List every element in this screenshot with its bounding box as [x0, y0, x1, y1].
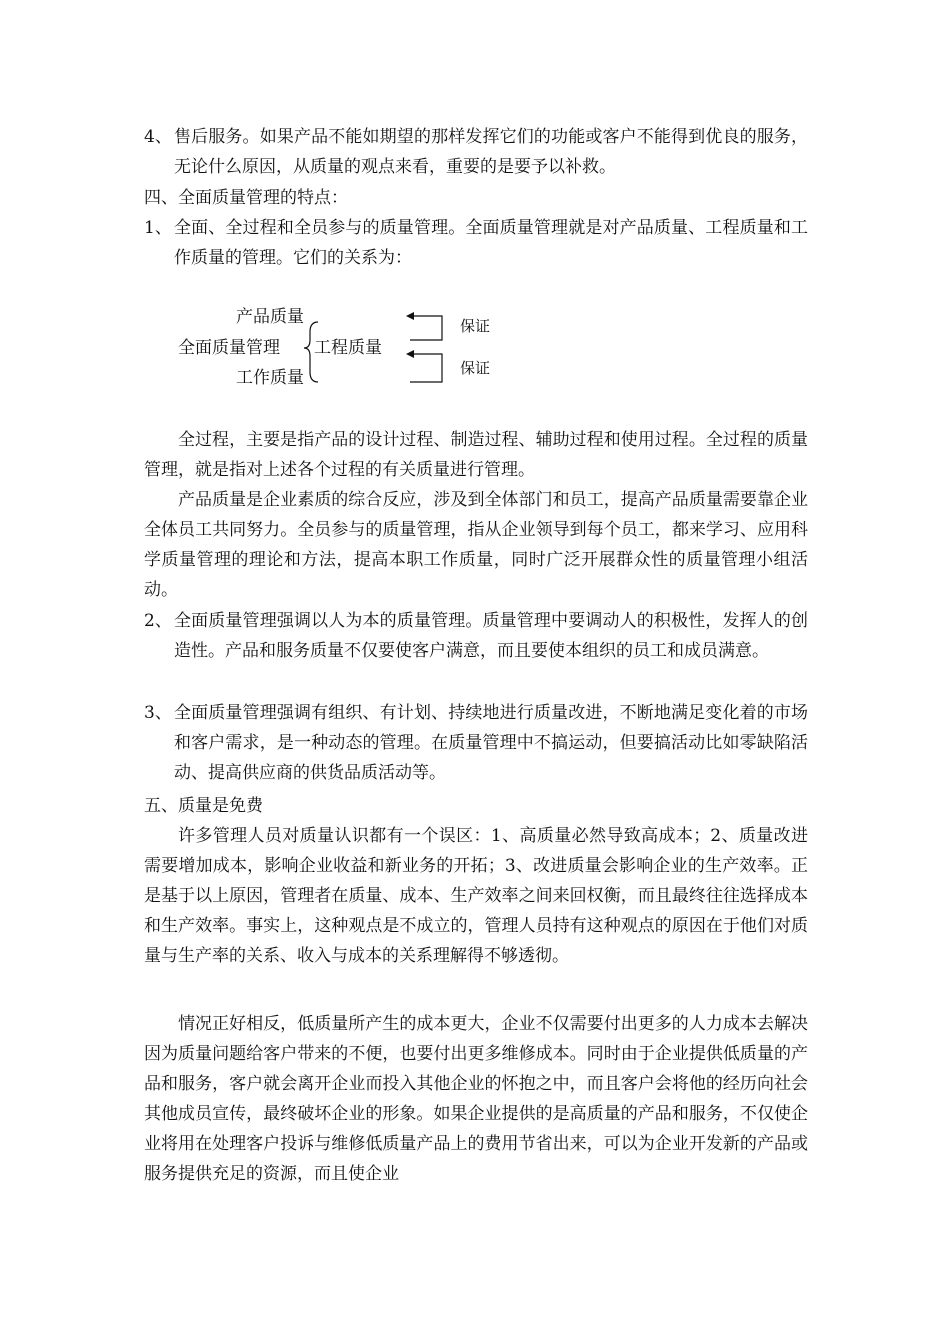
list-number: 2、 [144, 611, 172, 631]
diagram-engineering-quality: 工程质量 [314, 338, 382, 358]
quality-relationship-diagram [140, 296, 560, 396]
list-item-2 [144, 606, 808, 666]
list-number: 1、 [144, 218, 172, 238]
list-item-3 [144, 698, 808, 788]
arrowhead-icon [406, 312, 414, 320]
paragraph-full-process: 全过程，主要是指产品的设计过程、制造过程、辅助过程和使用过程。全过程的质量管理，就是指对上述各个过程的有关质量进行管理。 [144, 430, 808, 480]
paragraph-misconception: 许多管理人员对质量认识都有一个误区：1、高质量必然导致高成本；2、质量改进需要增加成本，影响企业收益和新业务的开拓；3、改进质量会影响企业的生产效率。正是基于以上原因，管理者在质量、成本、生产效率之间来回权衡，而且最终往往选择成本和生产效率。事实上，这种观点是不成立的，管理人员持有这种观点的原因在于他们对质量与生产率的关系、收入与成本的关系理解得不够透彻。 [144, 826, 808, 966]
diagram-guarantee-2: 保证 [460, 359, 491, 377]
list-number: 3、 [144, 703, 172, 723]
list-text: 全面质量管理强调以人为本的质量管理。质量管理中要调动人的积极性，发挥人的创造性。产品和服务质量不仅要使客户满意，而且要使本组织的员工和成员满意。 [174, 611, 808, 661]
guarantee-arrow-lower [410, 354, 442, 382]
arrowhead-icon [406, 350, 414, 358]
list-number: 4、 [144, 127, 172, 147]
list-item-1 [144, 213, 808, 273]
diagram-product-quality: 产品质量 [236, 307, 304, 327]
list-text: 售后服务。如果产品不能如期望的那样发挥它们的功能或客户不能得到优良的服务，无论什么原因，从质量的观点来看，重要的是要予以补救。 [174, 127, 808, 177]
paragraph-opposite: 情况正好相反，低质量所产生的成本更大，企业不仅需要付出更多的人力成本去解决因为质量问题给客户带来的不便，也要付出更多维修成本。同时由于企业提供低质量的产品和服务，客户就会离开企业而投入其他企业的怀抱之中，而且客户会将他的经历向社会其他成员宣传，最终破坏企业的形象。如果企业提供的是高质量的产品和服务，不仅使企业将用在处理客户投诉与维修低质量产品上的费用节省出来，可以为企业开发新的产品或服务提供充足的资源，而且使企业 [144, 1014, 808, 1184]
diagram-work-quality: 工作质量 [236, 368, 304, 388]
list-text: 全面、全过程和全员参与的质量管理。全面质量管理就是对产品质量、工程质量和工作质量的管理。它们的关系为： [174, 218, 808, 268]
diagram-tqm: 全面质量管理 [178, 338, 280, 358]
guarantee-arrow-upper [410, 316, 442, 340]
section-heading-4: 四、全面质量管理的特点： [144, 188, 348, 208]
diagram-guarantee-1: 保证 [460, 317, 491, 335]
list-text: 全面质量管理强调有组织、有计划、持续地进行质量改进，不断地满足变化着的市场和客户需求，是一种动态的管理。在质量管理中不搞运动，但要搞活动比如零缺陷活动、提高供应商的供货品质活动等。 [174, 703, 808, 783]
paragraph-full-staff: 产品质量是企业素质的综合反应，涉及到全体部门和员工，提高产品质量需要靠企业全体员工共同努力。全员参与的质量管理，指从企业领导到每个员工，都来学习、应用科学质量管理的理论和方法，提高本职工作质量，同时广泛开展群众性的质量管理小组活动。 [144, 490, 808, 600]
section-heading-5: 五、质量是免费 [144, 796, 263, 816]
diagram-lines [140, 296, 560, 396]
list-item-4 [144, 122, 808, 182]
brace-icon [304, 322, 318, 382]
